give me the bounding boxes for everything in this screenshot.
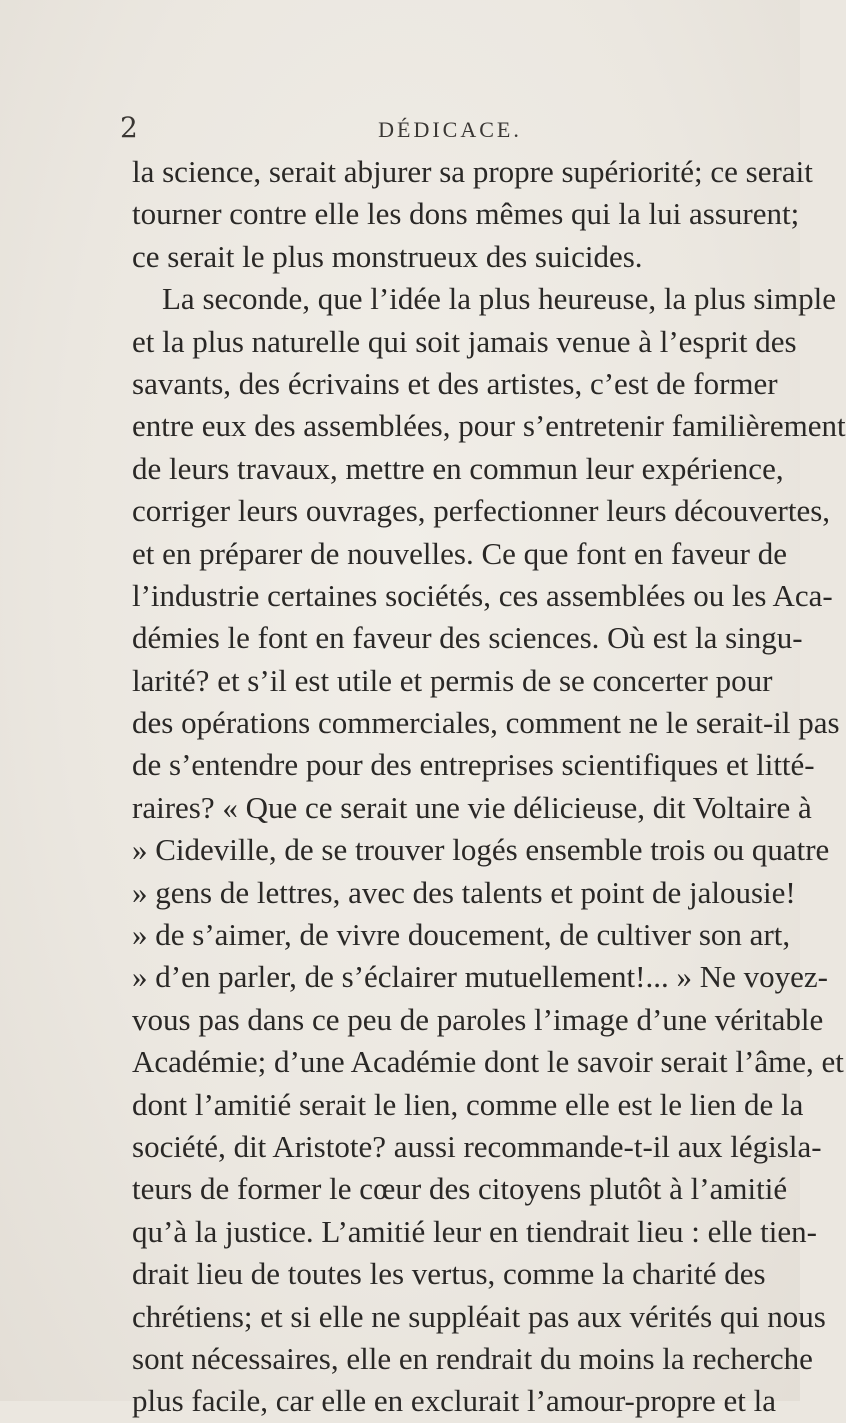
text-line: et en préparer de nouvelles. Ce que font en faveur de (132, 535, 788, 571)
text-line: » de s’aimer, de vivre doucement, de cultiver son art, (132, 917, 791, 953)
text-line: Académie; d’une Académie dont le savoir serait l’âme, et (132, 1044, 844, 1080)
body-text (132, 151, 846, 1423)
text-line: de s’entendre pour des entreprises scientifiques et litté- (132, 747, 815, 783)
text-line: des opérations commerciales, comment ne le serait-il pas (132, 705, 840, 741)
text-line: dont l’amitié serait le lien, comme elle est le lien de la (132, 1086, 804, 1122)
text-line: démies le font en faveur des sciences. Où est la singu- (132, 620, 803, 656)
text-line: et la plus naturelle qui soit jamais venue à l’esprit des (132, 323, 797, 359)
page-number: 2 (120, 111, 138, 144)
text-line: entre eux des assemblées, pour s’entretenir familièrement (132, 408, 846, 444)
page-header (120, 108, 780, 148)
text-line: corriger leurs ouvrages, perfectionner leurs découvertes, (132, 493, 831, 529)
text-line: teurs de former le cœur des citoyens plutôt à l’amitié (132, 1171, 788, 1207)
text-line: raires? « Que ce serait une vie délicieuse, dit Voltaire à (132, 789, 812, 825)
text-line: » gens de lettres, avec des talents et point de jalousie! (132, 874, 796, 910)
text-line: savants, des écrivains et des artistes, c’est de former (132, 365, 778, 401)
text-line: sont nécessaires, elle en rendrait du moins la recherche (132, 1340, 813, 1376)
text-line: ce serait le plus monstrueux des suicides. (132, 238, 643, 274)
text-line: La seconde, que l’idée la plus heureuse, la plus simple (162, 281, 837, 317)
text-line: la science, serait abjurer sa propre supériorité; ce serait (132, 154, 813, 189)
text-line: drait lieu de toutes les vertus, comme la charité des (132, 1256, 766, 1292)
text-line: vous pas dans ce peu de paroles l’image d’une véritable (132, 1001, 824, 1037)
text-line: tourner contre elle les dons mêmes qui la lui assurent; (132, 196, 800, 232)
text-line: larité? et s’il est utile et permis de se concerter pour (132, 662, 773, 698)
text-line: l’industrie certaines sociétés, ces assemblées ou les Aca- (132, 577, 833, 613)
text-line: » d’en parler, de s’éclairer mutuellement!... » Ne voyez- (132, 959, 828, 995)
text-line: chrétiens; et si elle ne suppléait pas aux vérités qui nous (132, 1298, 826, 1334)
text-line: de leurs travaux, mettre en commun leur expérience, (132, 450, 784, 486)
text-line: plus facile, car elle en exclurait l’amour-propre et la (132, 1383, 777, 1419)
text-line: » Cideville, de se trouver logés ensemble trois ou quatre (132, 832, 830, 868)
text-line: qu’à la justice. L’amitié leur en tiendrait lieu : elle tien- (132, 1213, 817, 1249)
text-line: société, dit Aristote? aussi recommande-t-il aux législa- (132, 1128, 822, 1164)
running-head: DÉDICACE. (378, 117, 522, 142)
